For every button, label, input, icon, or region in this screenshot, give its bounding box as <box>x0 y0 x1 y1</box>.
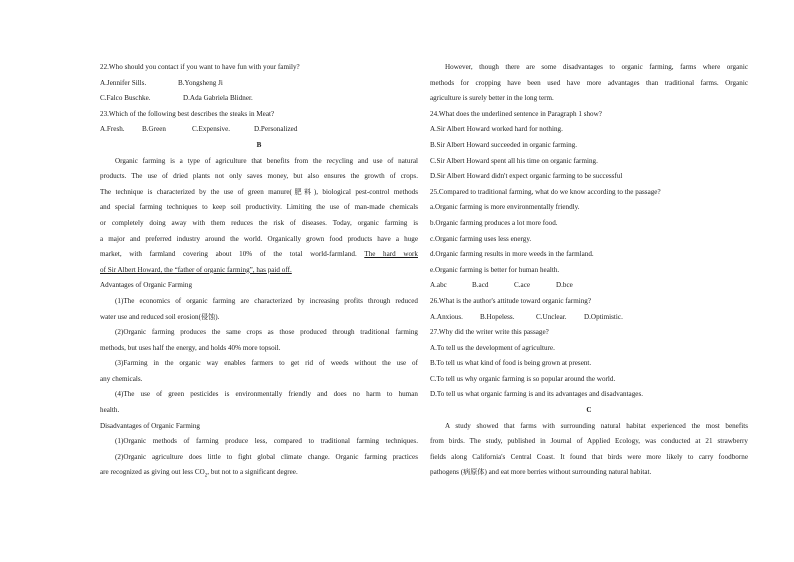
option-a: A.Jennifer Sills. <box>100 78 147 87</box>
option-d: D.Optimistic. <box>584 312 623 321</box>
question-27: 27.Why did the writer write this passage? <box>430 328 549 337</box>
advantage-2-cont: methods, but uses half the energy, and holds 40% more topsoil. <box>100 343 281 352</box>
option-b: B.Green <box>142 125 166 134</box>
underlined-sentence-end: of Sir Albert Howard, the “father of organic farming”, has paid off. <box>100 265 292 274</box>
option-a: A.Fresh. <box>100 125 125 134</box>
option-d: D.Sir Albert Howard didn't expect organic farming to be successful <box>430 172 623 181</box>
question-25: 25.Compared to traditional farming, what do we know according to the passage? <box>430 187 661 196</box>
paragraph-text: market, with farmland covering about 10% of the total world-farmland. <box>100 250 357 259</box>
section-c-heading: C <box>586 406 592 415</box>
option-b: B.acd <box>472 281 489 290</box>
disadvantages-heading: Disadvantages of Organic Farming <box>100 421 200 430</box>
disadvantage-2: (2)Organic agriculture does little to fight global climate change. Organic farming practices <box>115 452 418 461</box>
advantage-2: (2)Organic farming produces the same crops as those produced through traditional farming <box>115 328 418 337</box>
option-b: B.Sir Albert Howard succeeded in organic farming. <box>430 140 578 149</box>
paragraph-line: Organic farming is a type of agriculture that benefits from the recycling and use of natural <box>115 156 418 165</box>
advantage-1: (1)The economics of organic farming are characterized by increasing profits through reduced <box>115 296 418 305</box>
left-column <box>100 60 418 481</box>
option-a: A.To tell us the development of agriculture. <box>430 343 555 352</box>
question-24: 24.What does the underlined sentence in Paragraph 1 show? <box>430 109 602 118</box>
co2-text: are recognized as giving out less CO <box>100 468 205 477</box>
option-c: C.Expensive. <box>192 125 231 134</box>
advantage-1-cont: water use and reduced soil erosion(侵蚀). <box>100 312 220 321</box>
paragraph-line: from birds. The study, published in Journal of Applied Ecology, was conducted at 21 strawberry <box>430 437 748 446</box>
option-d: D.Personalized <box>254 125 298 134</box>
option-a: A.abc <box>430 281 447 290</box>
question-23: 23.Which of the following best describes the steaks in Meat? <box>100 109 275 118</box>
option-b: B.To tell us what kind of food is being grown at present. <box>430 359 592 368</box>
option-c: C.Unclear. <box>536 312 567 321</box>
option-a: A.Anxious. <box>430 312 463 321</box>
statement-e: e.Organic farming is better for human health. <box>430 265 560 274</box>
option-d: D.To tell us what organic farming is and its advantages and disadvantages. <box>430 390 644 399</box>
option-b: B.Yongsheng Ji <box>178 78 223 87</box>
question-25-options <box>430 278 748 294</box>
question-22: 22.Who should you contact if you want to have fun with your family? <box>100 63 300 71</box>
option-c: C.Sir Albert Howard spent all his time on organic farming. <box>430 156 598 165</box>
paragraph-line: or completely doing away with them reduces the risk of diseases. Today, organic farming is <box>100 218 418 227</box>
co2-subscript: 2 <box>204 473 208 479</box>
question-23-options <box>100 122 418 138</box>
paragraph-line: a major and preferred industry around the world. Organically grown food products have a huge <box>100 234 418 243</box>
paragraph-line <box>100 263 418 279</box>
advantage-3-cont: any chemicals. <box>100 374 143 383</box>
paragraph-line: agriculture is surely better in the long term. <box>430 94 554 103</box>
advantages-heading: Advantages of Organic Farming <box>100 281 193 290</box>
paragraph-line: products. The use of dried plants not only saves money, but also ensures the growth of crops. <box>100 172 418 181</box>
disadvantage-2-cont <box>100 465 418 481</box>
option-b: B.Hopeless. <box>480 312 515 321</box>
paragraph-line: and special farming techniques to keep soil productivity. Limiting the use of man-made chemicals <box>100 203 418 212</box>
statement-c: c.Organic farming uses less energy. <box>430 234 532 243</box>
underlined-sentence-start: The hard work <box>364 250 418 259</box>
advantage-4: (4)The use of green pesticides is environmentally friendly and does no harm to human <box>115 390 418 399</box>
statement-a: a.Organic farming is more environmentally friendly. <box>430 203 580 212</box>
question-22-options <box>100 76 418 92</box>
paragraph-line: methods for cropping have been used have more advantages than traditional farms. Organic <box>430 78 748 87</box>
option-c: C.Falco Buschke. <box>100 94 151 103</box>
right-column <box>430 60 748 481</box>
question-26-options <box>430 310 748 326</box>
option-d: D.Ada Gabriela Blidner. <box>183 94 253 103</box>
statement-b: b.Organic farming produces a lot more food. <box>430 218 558 227</box>
paragraph-line: The technique is characterized by the use of green manure(肥料), biological pest-control methods <box>100 187 418 196</box>
section-b-heading: B <box>256 140 262 149</box>
paragraph-line <box>100 247 418 263</box>
statement-d: d.Organic farming results in more weeds in the farmland. <box>430 250 594 259</box>
advantage-3: (3)Farming in the organic way enables farmers to get rid of weeds without the use of <box>115 359 418 368</box>
advantage-4-cont: health. <box>100 406 120 415</box>
paragraph-line: fields along California's Central Coast. It found that birds were more likely to carry foodborne <box>430 452 748 461</box>
question-22-options <box>100 91 418 107</box>
paragraph-line: A study showed that farms with surrounding natural habitat experienced the most benefits <box>445 421 748 430</box>
co2-text-end: , but not to a significant degree. <box>207 468 298 477</box>
option-c: C.To tell us why organic farming is so popular around the world. <box>430 374 616 383</box>
option-d: D.bce <box>556 281 573 290</box>
paragraph-line: pathogens (病原体) and eat more berries without surrounding natural habitat. <box>430 468 652 477</box>
question-26: 26.What is the author's attitude toward organic farming? <box>430 296 592 305</box>
disadvantage-1: (1)Organic methods of farming produce less, compared to traditional farming techniques. <box>115 437 418 446</box>
option-a: A.Sir Albert Howard worked hard for nothing. <box>430 125 563 134</box>
option-c: C.ace <box>514 281 531 290</box>
paragraph-line: However, though there are some disadvantages to organic farming, farms where organic <box>445 63 748 71</box>
